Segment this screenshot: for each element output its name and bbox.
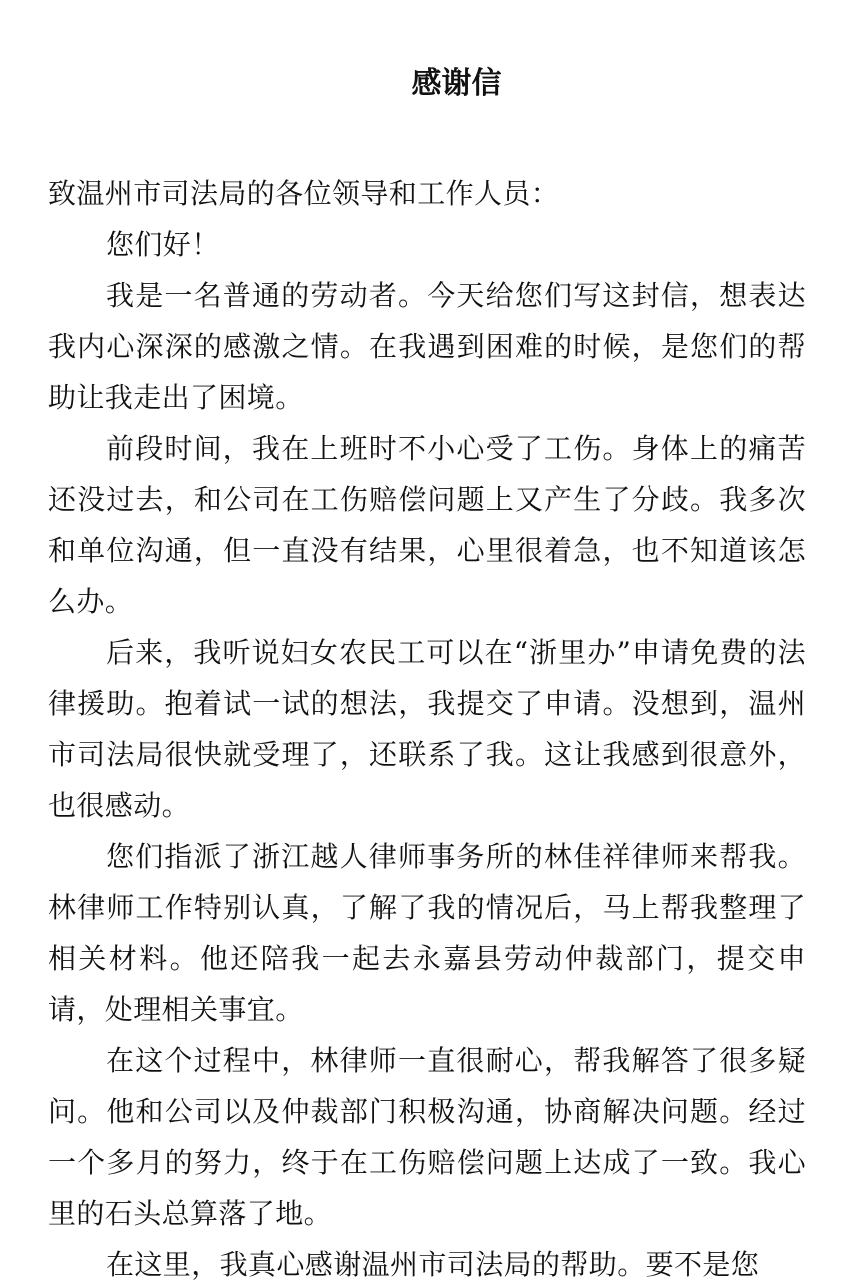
body-paragraph: 我是一名普通的劳动者。今天给您们写这封信，想表达我内心深深的感激之情。在我遇到困难的时候，是您们的帮助让我走出了困境。 bbox=[48, 279, 806, 414]
body-paragraph-partial: 在这里，我真心感谢温州市司法局的帮助。要不是您 bbox=[106, 1248, 760, 1281]
letter-title: 感谢信 bbox=[411, 66, 502, 101]
body-paragraph: 您们指派了浙江越人律师事务所的林佳祥律师来帮我。林律师工作特别认真，了解了我的情况后，马上帮我整理了相关材料。他还陪我一起去永嘉县劳动仲裁部门，提交申请，处理相关事宜。 bbox=[48, 840, 806, 1026]
body-paragraph: 前段时间，我在上班时不小心受了工伤。身体上的痛苦还没过去，和公司在工伤赔偿问题上又产生了分歧。我多次和单位沟通，但一直没有结果，心里很着急，也不知道该怎么办。 bbox=[48, 432, 806, 618]
letter-salutation: 致温州市司法局的各位领导和工作人员： bbox=[48, 177, 560, 210]
greeting-paragraph: 您们好！ bbox=[106, 228, 220, 261]
body-paragraph: 在这个过程中，林律师一直很耐心，帮我解答了很多疑问。他和公司以及仲裁部门积极沟通，协商解决问题。经过一个多月的努力，终于在工伤赔偿问题上达成了一致。我心里的石头总算落了地。 bbox=[48, 1044, 806, 1230]
letter-body bbox=[48, 168, 806, 1283]
body-paragraph: 后来，我听说妇女农民工可以在“浙里办”申请免费的法律援助。抱着试一试的想法，我提交了申请。没想到，温州市司法局很快就受理了，还联系了我。这让我感到很意外，也很感动。 bbox=[48, 636, 806, 822]
